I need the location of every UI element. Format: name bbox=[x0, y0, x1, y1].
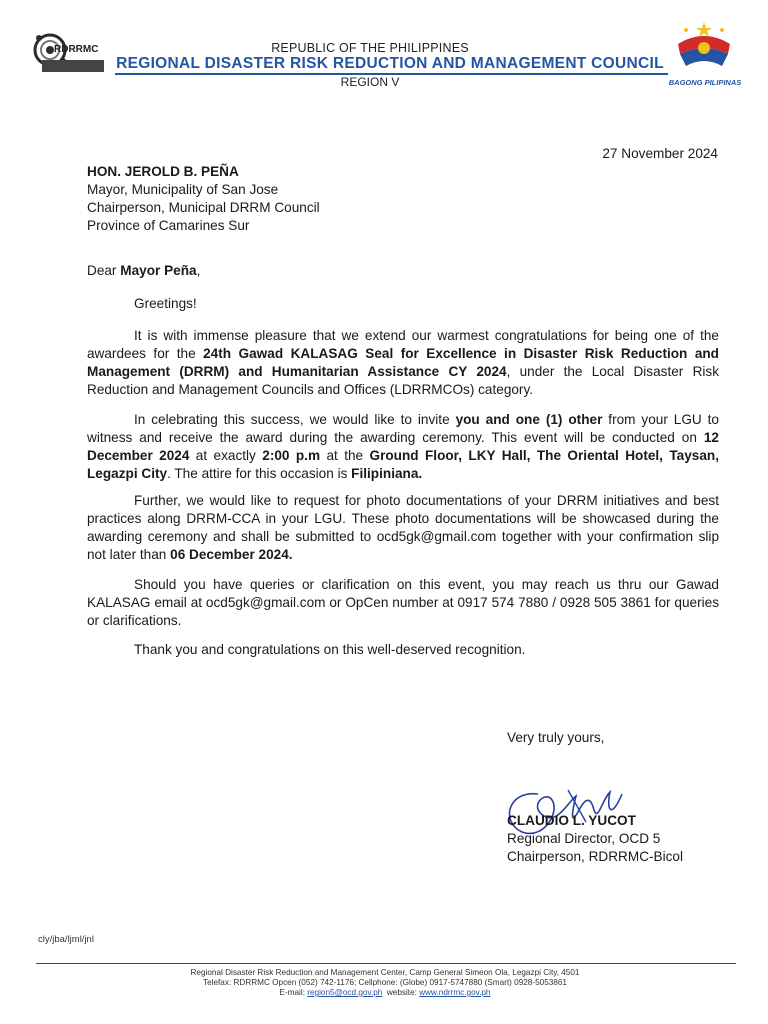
reference-initials: cly/jba/ljml/jnl bbox=[38, 934, 94, 945]
email-label: E-mail: bbox=[279, 988, 308, 997]
republic-heading: REPUBLIC OF THE PHILIPPINES bbox=[271, 41, 469, 55]
text-run: Further, we would like to request for photo documentations of your DRRM initiatives and best practices along DRRM-CCA in your LGU. These photo documentations will be showcased during the awarding ceremony and shall be submitted to ocd5gk@gmail.com together with your confirmation slip not later than bbox=[87, 493, 719, 562]
event-time: 2:00 p.m bbox=[262, 448, 321, 463]
email-link[interactable]: region5@ocd.gov.ph bbox=[307, 988, 383, 997]
footer-contact: Telefax: RDRRMC Opcen (052) 742-1176; Cellphone: (Globe) 0917-5747880 (Smart) 0928-5053861 bbox=[203, 978, 567, 987]
footer-links bbox=[100, 988, 670, 998]
salutation-name: Mayor Peña bbox=[120, 263, 197, 278]
region-heading: REGION V bbox=[340, 75, 400, 89]
paragraph-thanks: Thank you and congratulations on this well-deserved recognition. bbox=[134, 642, 526, 657]
text-run: at the bbox=[320, 448, 370, 463]
signatory-title: Regional Director, OCD 5 bbox=[507, 831, 661, 846]
text-run: from your LGU to witness and receive the award during the awarding ceremony. This event will be conducted on bbox=[87, 412, 719, 445]
event-venue: Ground Floor, LKY Hall, The Oriental Hotel, Taysan, Legazpi City bbox=[87, 448, 719, 481]
paragraph-invitation bbox=[87, 411, 719, 483]
addressee-line: Mayor, Municipality of San Jose bbox=[87, 182, 279, 197]
footer-address: Regional Disaster Risk Reduction and Management Center, Camp General Simeon Ola, Legazpi City, 4501 bbox=[190, 968, 580, 977]
event-date: 12 December 2024 bbox=[87, 430, 719, 463]
signatory-name: CLAUDIO L. YUCOT bbox=[507, 813, 636, 828]
salutation-prefix: Dear bbox=[87, 263, 121, 278]
website-label: website: bbox=[382, 988, 420, 997]
paragraph-congratulations bbox=[87, 327, 719, 399]
paragraph-queries: Should you have queries or clarification on this event, you may reach us thru our Gawad KALASAG email at ocd5gk@gmail.com or OpCen number at 0917 574 7880 / 0928 505 3861 for queries or clarifications. bbox=[87, 577, 719, 628]
invitees: you and one (1) other bbox=[455, 412, 603, 427]
footer bbox=[100, 968, 670, 998]
council-heading: REGIONAL DISASTER RISK REDUCTION AND MANAGEMENT COUNCIL bbox=[116, 55, 664, 72]
website-link[interactable]: www.ndrrmc.gov.ph bbox=[419, 988, 491, 997]
text-run: . The attire for this occasion is bbox=[167, 466, 352, 481]
addressee-line: Province of Camarines Sur bbox=[87, 218, 250, 233]
signatory-title: Chairperson, RDRRMC-Bicol bbox=[507, 849, 684, 864]
closing: Very truly yours, bbox=[507, 730, 605, 745]
salutation bbox=[87, 262, 200, 280]
paragraph-documentation bbox=[87, 492, 719, 564]
text-run: , under the Local Disaster Risk Reduction and Management Councils and Offices (LDRRMCOs) category. bbox=[87, 364, 719, 397]
text-run: It is with immense pleasure that we extend our warmest congratulations for being one of the awardees for the bbox=[87, 328, 719, 361]
addressee-name: HON. JEROLD B. PEÑA bbox=[87, 164, 239, 179]
award-title: 24th Gawad KALASAG Seal for Excellence in Disaster Risk Reduction and Management (DRRM) and Humanitarian Assistance CY 2024 bbox=[87, 346, 719, 379]
svg-text:RDRRMC: RDRRMC bbox=[54, 44, 99, 55]
text-run: In celebrating this success, we would like to invite bbox=[134, 412, 456, 427]
greeting: Greetings! bbox=[134, 296, 197, 311]
bagong-pilipinas-logo bbox=[672, 20, 736, 74]
signatory-block bbox=[507, 812, 683, 866]
submission-deadline: 06 December 2024. bbox=[170, 547, 293, 562]
text-run: at exactly bbox=[189, 448, 263, 463]
salutation-suffix: , bbox=[196, 263, 201, 278]
addressee-line: Chairperson, Municipal DRRM Council bbox=[87, 200, 320, 215]
bagong-pilipinas-caption: BAGONG PILIPINAS bbox=[668, 78, 742, 87]
letter-date: 27 November 2024 bbox=[602, 146, 718, 161]
addressee-block bbox=[87, 163, 320, 235]
attire: Filipiniana. bbox=[351, 466, 423, 481]
footer-rule bbox=[36, 963, 736, 964]
